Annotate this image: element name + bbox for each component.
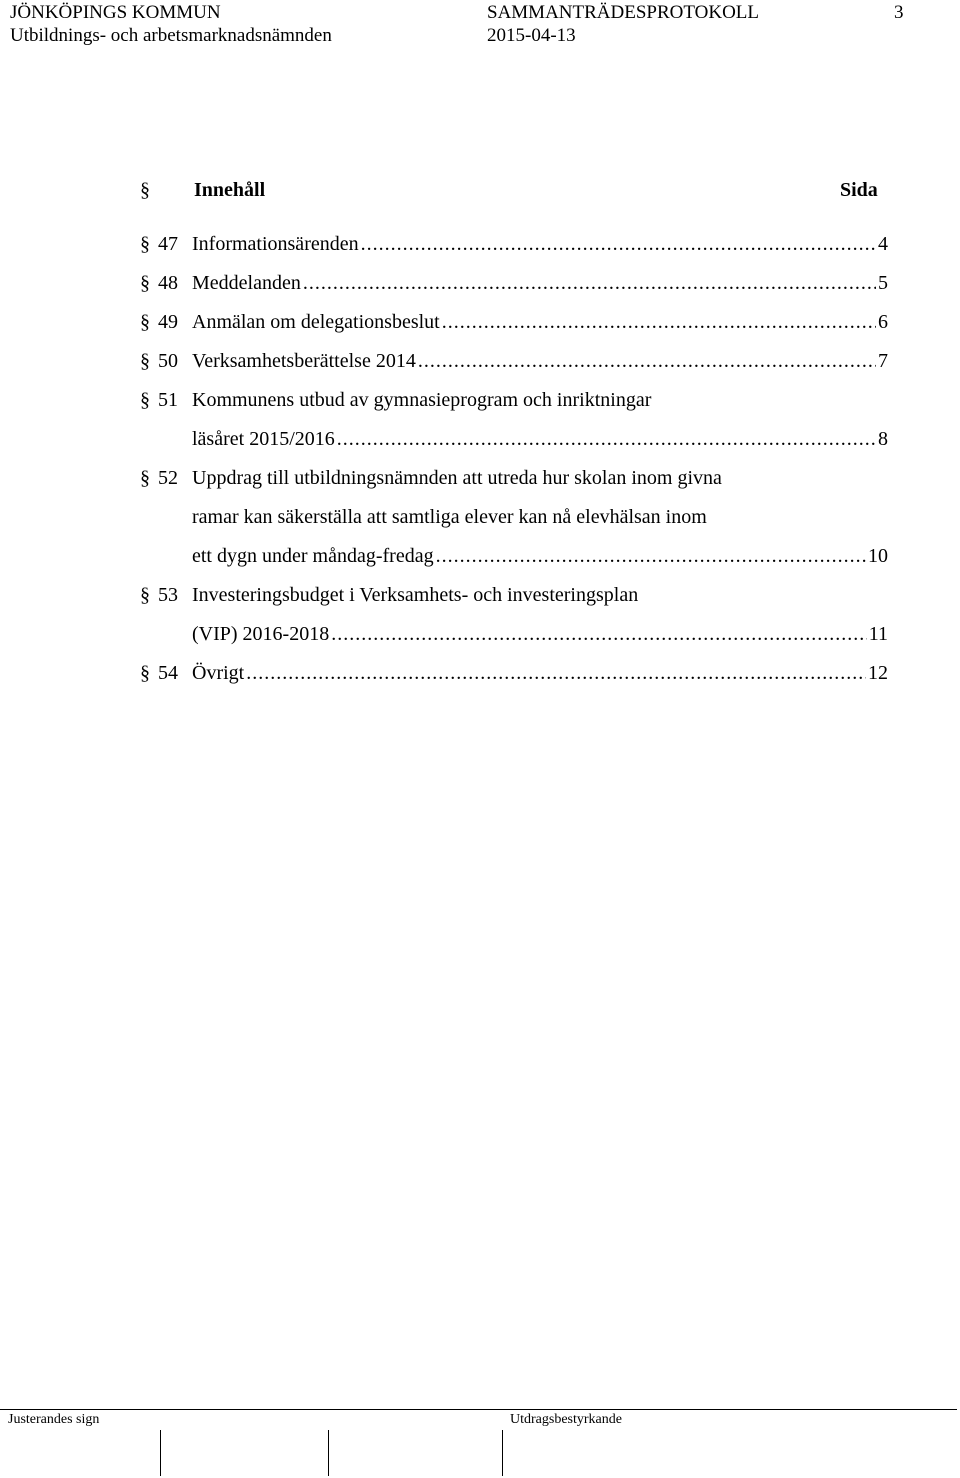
toc-entry-page: 11: [868, 623, 888, 645]
toc-entry-number: 50: [158, 350, 178, 372]
toc-entry-page: 12: [868, 662, 888, 684]
toc-entry-line: [192, 388, 888, 412]
toc-entry-page: 4: [878, 233, 888, 255]
toc-entry-number: 51: [158, 389, 178, 411]
signature-box-divider: [160, 1430, 161, 1476]
toc-entry-line: [192, 427, 888, 451]
section-symbol: §: [140, 467, 150, 489]
toc-entry-number: 48: [158, 272, 178, 294]
toc-entry-line: [192, 232, 888, 256]
section-symbol: §: [140, 662, 150, 684]
toc-entry-number: 54: [158, 662, 178, 684]
section-symbol: §: [140, 350, 150, 372]
toc-entry-line: [192, 271, 888, 295]
section-symbol: §: [140, 389, 150, 411]
section-symbol: §: [140, 584, 150, 606]
toc-entry-page: 10: [868, 545, 888, 567]
header-doc-type: SAMMANTRÄDESPROTOKOLL: [487, 2, 760, 23]
toc-entry-number: 49: [158, 311, 178, 333]
toc-entry-line: [192, 583, 888, 607]
section-symbol: §: [140, 179, 150, 201]
toc-entry-number: 52: [158, 467, 178, 489]
toc-entry-number: 53: [158, 584, 178, 606]
toc-entry-title: Meddelanden: [192, 272, 301, 294]
toc-entry-title: läsåret 2015/2016: [192, 428, 335, 450]
toc-heading: [0, 178, 960, 204]
dot-leader: [436, 544, 866, 568]
toc-entry-title: Informationsärenden: [192, 233, 359, 255]
toc-entry-line: [192, 622, 888, 646]
toc-entry-line: [192, 661, 888, 685]
section-symbol: §: [140, 272, 150, 294]
toc-entry-page: 7: [878, 350, 888, 372]
toc-entry-title: Anmälan om delegationsbeslut: [192, 311, 440, 333]
signature-box-divider: [328, 1430, 329, 1476]
header-org: JÖNKÖPINGS KOMMUN: [10, 2, 221, 23]
header-page-number: 3: [894, 2, 904, 23]
toc-entry-title: ett dygn under måndag-fredag: [192, 545, 434, 567]
toc-entry-line: [192, 349, 888, 373]
toc-entry-title: Kommunens utbud av gymnasieprogram och inriktningar: [192, 389, 652, 411]
dot-leader: [361, 232, 876, 256]
toc-entry-number: 47: [158, 233, 178, 255]
toc-entry-title: ramar kan säkerställa att samtliga elever kan nå elevhälsan inom: [192, 506, 707, 528]
toc-title: Innehåll: [194, 179, 266, 201]
dot-leader: [418, 349, 876, 373]
toc-page-column-label: Sida: [840, 179, 878, 201]
footer-rule: [0, 1409, 957, 1410]
toc-entry-title: Övrigt: [192, 662, 245, 684]
header-committee: Utbildnings- och arbetsmarknadsnämnden: [10, 25, 332, 46]
footer-signer-label: Justerandes sign: [8, 1412, 100, 1427]
toc-entry-line: [192, 544, 888, 568]
dot-leader: [442, 310, 876, 334]
toc-entry-page: 6: [878, 311, 888, 333]
toc-entry-page: 5: [878, 272, 888, 294]
toc-entry-title: Verksamhetsberättelse 2014: [192, 350, 416, 372]
toc-entry-line: [192, 466, 888, 490]
signature-box-divider: [502, 1430, 503, 1476]
toc-entry-title: Uppdrag till utbildningsnämnden att utreda hur skolan inom givna: [192, 467, 722, 489]
dot-leader: [303, 271, 876, 295]
dot-leader: [246, 661, 866, 685]
dot-leader: [331, 622, 867, 646]
toc-entry-title: Investeringsbudget i Verksamhets- och investeringsplan: [192, 584, 639, 606]
toc-entry-line: [192, 310, 888, 334]
section-symbol: §: [140, 233, 150, 255]
toc-entry-page: 8: [878, 428, 888, 450]
section-symbol: §: [140, 311, 150, 333]
header-date: 2015-04-13: [487, 25, 576, 46]
toc-entry-line: [192, 505, 888, 529]
dot-leader: [337, 427, 876, 451]
toc-entry-title: (VIP) 2016-2018: [192, 623, 330, 645]
footer-certifier-label: Utdragsbestyrkande: [510, 1412, 622, 1427]
